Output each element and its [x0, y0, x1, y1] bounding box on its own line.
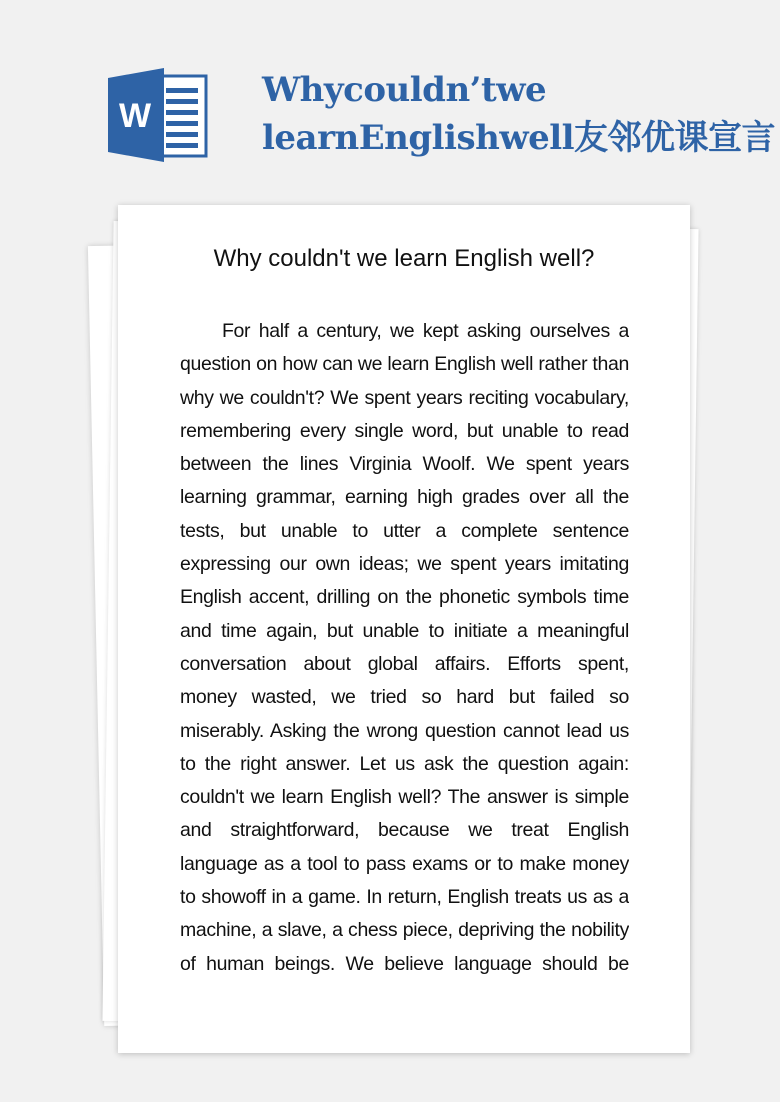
document-page: [118, 205, 690, 1053]
body-line: between the lines Virginia Woolf. We spent years: [180, 453, 629, 476]
page-header-title: [262, 66, 776, 162]
svg-text:W: W: [118, 97, 152, 135]
word-doc-icon: [108, 68, 208, 162]
body-line: language as a tool to pass exams or to make money: [180, 852, 629, 875]
body-line: couldn't we learn English well? The answer is simple: [180, 786, 629, 809]
header-title-line-2: learnEnglishwell友邻优课宣言: [262, 118, 776, 158]
body-line: miserably. Asking the wrong question cannot lead us: [180, 719, 629, 742]
body-line: to showoff in a game. In return, English treats us as a: [180, 886, 629, 909]
body-line: learning grammar, earning high grades over all the: [180, 486, 629, 509]
body-line: remembering every single word, but unable to read: [180, 419, 629, 442]
header-title-line-1: Whycouldn’twe: [262, 70, 547, 110]
body-line: to the right answer. Let us ask the question again:: [180, 752, 629, 775]
body-line: machine, a slave, a chess piece, depriving the nobility: [180, 919, 629, 942]
body-line: tests, but unable to utter a complete sentence: [180, 519, 629, 542]
body-line: money wasted, we tried so hard but failed so: [180, 686, 629, 709]
body-line: and time again, but unable to initiate a meaningful: [180, 619, 629, 642]
body-line: and straightforward, because we treat English: [180, 819, 629, 842]
body-line: question on how can we learn English well rather than: [180, 353, 629, 376]
body-line: expressing our own ideas; we spent years imitating: [180, 553, 629, 576]
body-line: of human beings. We believe language should be: [180, 952, 629, 975]
body-line: why we couldn't? We spent years reciting vocabulary,: [180, 386, 629, 409]
body-line: conversation about global affairs. Efforts spent,: [180, 652, 629, 675]
body-line: English accent, drilling on the phonetic symbols time: [180, 586, 629, 609]
document-title: Why couldn't we learn English well?: [213, 245, 595, 272]
body-line: For half a century, we kept asking ourselves a: [222, 320, 629, 342]
document-body: [180, 315, 629, 981]
